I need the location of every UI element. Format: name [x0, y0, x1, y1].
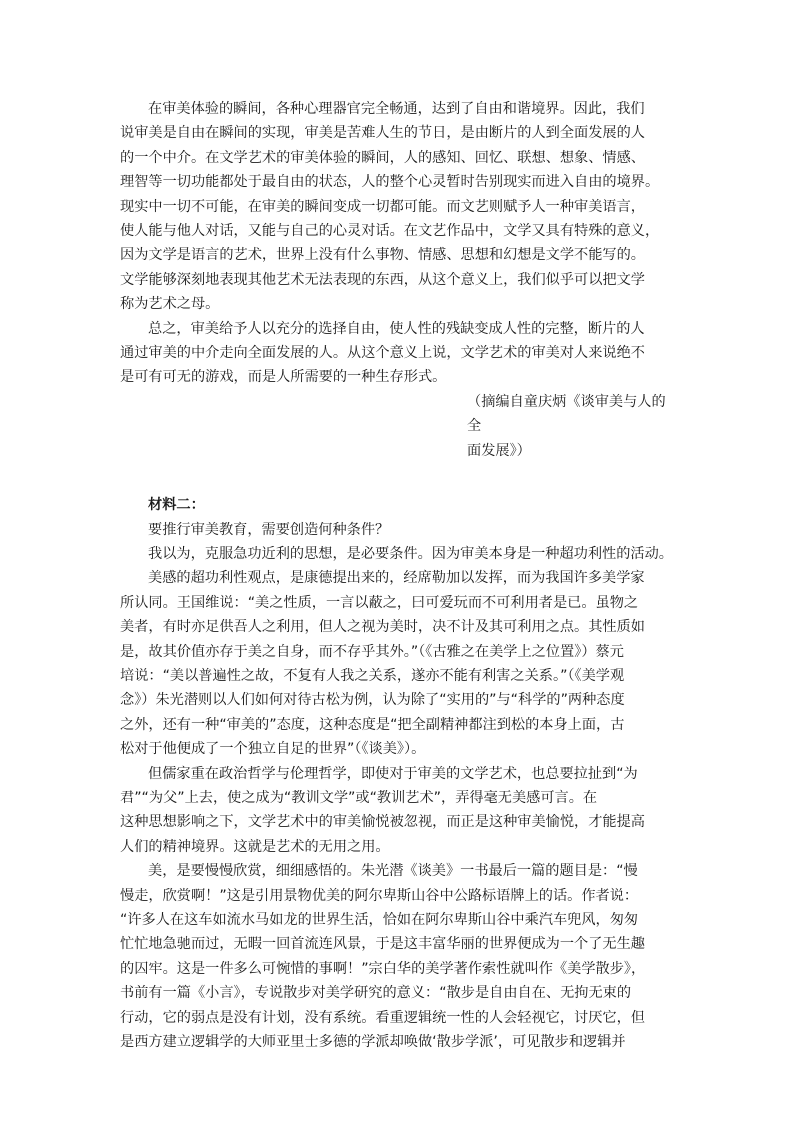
text-line: “许多人在这车如流水马如龙的世界生活，恰如在阿尔卑斯山谷中乘汽车兜风，匆匆 [120, 912, 639, 928]
text-line: 培说：“美以普遍性之故，不复有人我之关系，遂亦不能有利害之关系。”（《美学观 [120, 667, 625, 684]
text-line: 美者，有时亦足供吾人之利用，但人之视为美时，决不计及其可利用之点。其性质如 [120, 619, 645, 636]
text-line: 的囚牢。这是一件多么可惋惜的事啊！”宗白华的美学著作索性就叫作《美学散步》， [120, 960, 646, 977]
text-line: 总之，审美给予人以充分的选择自由，使人性的残缺变成人性的完整，断片的人 [148, 320, 645, 337]
text-line: 通过审美的中介走向全面发展的人。从这个意义上说，文学艺术的审美对人来说绝不 [120, 345, 645, 362]
text-line: 理智等一切功能都处于最自由的状态，人的整个心灵暂时告别现实而进入自由的境界。 [120, 174, 660, 191]
material-two-heading: 材料二： [148, 497, 205, 514]
text-line: 书前有一篇《小言》，专说散步对美学研究的意义：“散步是自由自在、无拘无束的 [120, 985, 632, 1002]
text-line: 使人能与他人对话，又能与自己的心灵对话。在文艺作品中，文学又具有特殊的意义， [120, 223, 660, 240]
text-line: 要推行审美教育，需要创造何种条件？ [148, 521, 390, 538]
text-line: 因为文学是语言的艺术，世界上没有什么事物、情感、思想和幻想是文学不能写的。 [120, 247, 645, 264]
text-line: 是，故其价值亦存于美之自身，而不存乎其外。”（《古雅之在美学上之位置》）蔡元 [120, 643, 624, 660]
text-line: 君”“为父”上去，使之成为“教训文学”或“教训艺术”，弄得毫无美感可言。在 [120, 789, 598, 806]
text-line: 称为艺术之母。 [120, 296, 220, 313]
document-page [120, 97, 675, 1054]
text-line: 面发展》） [467, 442, 531, 459]
text-line: 文学能够深刻地表现其他艺术无法表现的东西，从这个意义上，我们似乎可以把文学 [120, 271, 645, 288]
section-spacer [120, 463, 675, 493]
text-line: 美感的超功利性观点，是康德提出来的，经席勒加以发挥，而为我国许多美学家 [148, 570, 645, 587]
text-line: 但儒家重在政治哲学与伦理哲学，即使对于审美的文学艺术，也总要拉扯到“为 [148, 765, 638, 782]
text-line: 念》）朱光潜则以人们如何对待古松为例，认为除了“实用的”与“科学的”两种态度 [120, 692, 625, 709]
source-citation [120, 390, 675, 463]
text-line: 的一个中介。在文学艺术的审美体验的瞬间，人的感知、回忆、联想、想象、情感、 [120, 149, 645, 166]
text-line: （摘编自童庆炳《谈审美与人的全 [467, 393, 666, 435]
text-line: 慢走，欣赏啊！”这是引用景物优美的阿尔卑斯山谷中公路标语牌上的话。作者说： [120, 887, 639, 904]
paragraph-confucian [120, 762, 675, 860]
text-line: 人们的精神境界。这就是艺术的无用之用。 [120, 838, 390, 855]
paragraph-aesthetic-experience [120, 97, 675, 317]
paragraph-conclusion [120, 317, 675, 390]
text-line: 是西方建立逻辑学的大师亚里士多德的学派却唤做‘散步学派’，可见散步和逻辑并 [120, 1034, 626, 1051]
text-line: 我以为，克服急功近利的思想，是必要条件。因为审美本身是一种超功利性的活动。 [148, 545, 673, 562]
text-line: 说审美是自由在瞬间的实现，审美是苦难人生的节日，是由断片的人到全面发展的人 [120, 125, 645, 142]
text-line: 这种思想影响之下，文学艺术中的审美愉悦被忽视，而正是这种审美愉悦，才能提高 [120, 814, 645, 831]
paragraph-condition [120, 542, 675, 566]
text-line: 所认同。王国维说：“美之性质，一言以蔽之，曰可爱玩而不可利用者是已。虽物之 [120, 594, 639, 611]
paragraph-beyond-utility [120, 566, 675, 761]
text-line: 美，是要慢慢欣赏，细细感悟的。朱光潜《谈美》一书最后一篇的题目是：“慢 [148, 863, 638, 880]
text-line: 现实中一切不可能，在审美的瞬间变成一切都可能。而文艺则赋予人一种审美语言， [120, 198, 645, 215]
text-line: 忙忙地急驰而过，无暇一回首流连风景，于是这丰富华丽的世界便成为一个了无生趣 [120, 936, 645, 953]
text-line: 在审美体验的瞬间，各种心理器官完全畅通，达到了自由和谐境界。因此，我们 [148, 101, 645, 117]
text-line: 是可有可无的游戏，而是人所需要的一种生存形式。 [120, 369, 447, 386]
paragraph-question [120, 518, 675, 542]
text-line: 行动，它的弱点是没有计划，没有系统。看重逻辑统一性的人会轻视它，讨厌它，但 [120, 1009, 645, 1026]
text-line: 之外，还有一种“审美的”态度，这种态度是“把全副精神都注到松的本身上面，古 [120, 716, 625, 733]
paragraph-slow-appreciation [120, 859, 675, 1054]
text-line: 松对于他便成了一个独立自足的世界”（《谈美》）。 [120, 741, 426, 758]
